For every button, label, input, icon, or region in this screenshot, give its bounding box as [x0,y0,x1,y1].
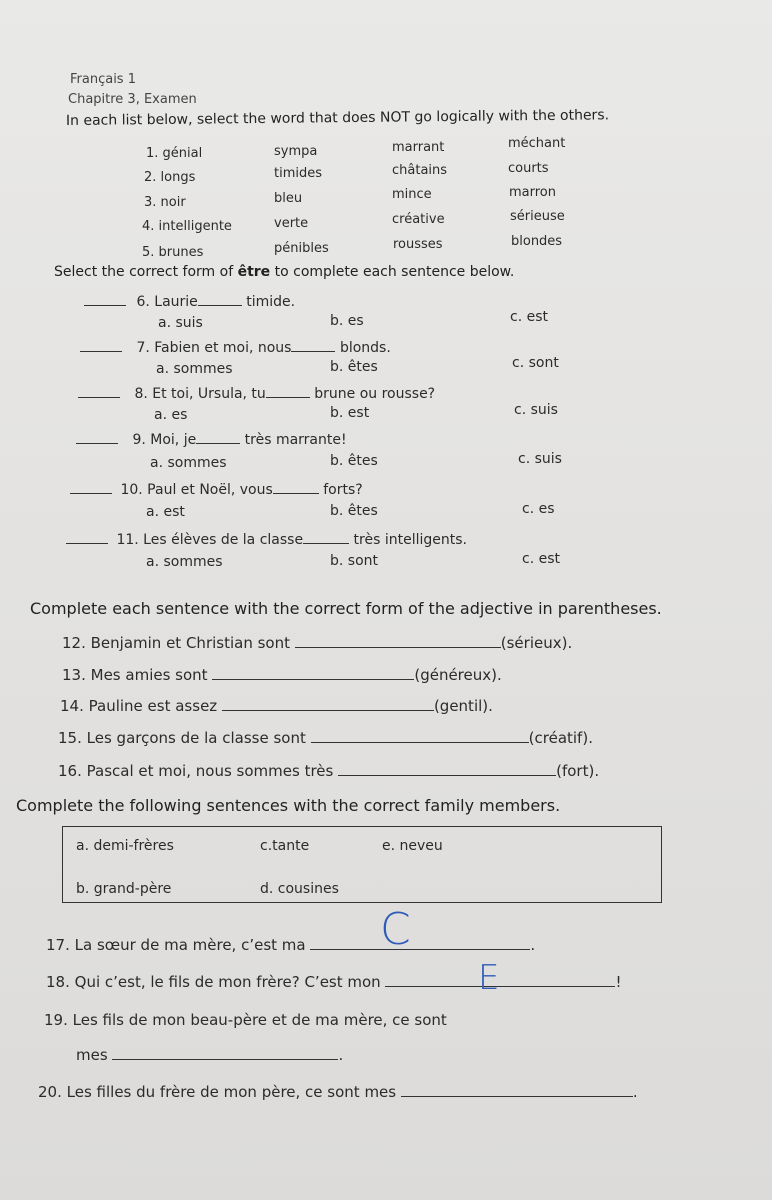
section2-instruction-post: to complete each sentence below. [270,264,515,280]
word-bank-c: c.tante [260,838,310,854]
answer-blank-20[interactable] [401,1096,633,1097]
question-7-number: 7. [136,340,150,356]
question-17-end: . [530,936,536,954]
question-19-line2 [76,1046,343,1064]
question-9 [76,432,347,448]
section2-instruction [54,264,514,280]
question-17-number: 17. [46,936,70,954]
question-10-text: Paul et Noël, vous [147,482,273,498]
section2-instruction-pre: Select the correct form of [54,264,238,280]
answer-blank-12[interactable] [295,647,501,648]
fill-blank-11[interactable] [303,543,349,544]
q11-choice-a[interactable]: a. sommes [146,554,223,570]
answer-blank-19[interactable] [112,1059,338,1060]
row3-d[interactable]: marron [509,185,556,200]
q6-choice-a[interactable]: a. suis [158,315,203,331]
row2-word-a: longs [160,170,196,185]
word-bank-b: b. grand-père [76,881,172,897]
row5-c[interactable]: rousses [393,237,443,252]
question-17 [46,936,535,954]
word-bank-d: d. cousines [260,881,339,897]
answer-blank-14[interactable] [222,710,434,711]
row4-d[interactable]: sérieuse [510,209,565,224]
question-18-text: Qui c’est, le fils de mon frère? C’est mon [74,973,381,991]
chapter-title: Chapitre 3, Examen [68,92,197,107]
row4-a[interactable] [142,219,232,234]
q8-choice-c[interactable]: c. suis [514,402,558,418]
q11-choice-b[interactable]: b. sont [330,553,379,569]
question-6 [84,294,295,310]
question-15-adjective: (créatif). [528,729,593,747]
question-7 [80,340,391,356]
question-6-number: 6. [136,294,150,310]
question-20-text: Les filles du frère de mon père, ce sont mes [66,1083,397,1101]
course-title: Français 1 [70,72,136,87]
question-16-text: Pascal et moi, nous sommes très [86,762,334,780]
answer-blank-18[interactable] [385,986,615,987]
word-bank-a: a. demi-frères [76,838,174,854]
section2-instruction-bold: être [237,264,271,280]
row5-b[interactable]: pénibles [274,241,329,256]
q9-choice-b[interactable]: b. êtes [330,453,378,469]
row4-c[interactable]: créative [392,212,445,227]
answer-blank-11[interactable] [66,543,108,544]
answer-blank-17[interactable] [310,949,530,950]
q10-choice-c[interactable]: c. es [522,501,555,517]
q11-choice-c[interactable]: c. est [522,551,560,567]
question-10-text-end: forts? [323,482,363,498]
q9-choice-c[interactable]: c. suis [518,451,562,467]
fill-blank-7[interactable] [291,351,335,352]
question-13-adjective: (généreux). [414,666,502,684]
question-20-number: 20. [38,1083,62,1101]
q8-choice-b[interactable]: b. est [330,405,370,421]
question-11-number: 11. [116,532,139,548]
question-19-end: . [338,1046,344,1064]
question-19-text-line2: mes [76,1046,108,1064]
q7-choice-a[interactable]: a. sommes [156,361,233,377]
row1-d[interactable]: méchant [508,136,566,151]
question-16 [58,762,599,780]
row1-a[interactable] [146,146,202,161]
question-12-number: 12. [62,634,86,652]
q7-choice-c[interactable]: c. sont [512,355,559,371]
row4-b[interactable]: verte [274,216,309,231]
question-11-text: Les élèves de la classe [143,532,304,548]
row5-word-a: brunes [158,245,204,260]
row3-number: 3. [144,195,157,210]
answer-blank-13[interactable] [212,679,414,680]
row1-b[interactable]: sympa [274,144,318,159]
question-12-adjective: (sérieux). [500,634,573,652]
row5-a[interactable] [142,245,203,260]
row5-number: 5. [142,245,155,260]
answer-blank-6[interactable] [84,305,126,306]
answer-blank-16[interactable] [338,775,556,776]
question-14-text: Pauline est assez [88,697,218,715]
question-12-text: Benjamin et Christian sont [90,634,290,652]
answer-blank-7[interactable] [80,351,122,352]
q6-choice-b[interactable]: b. es [330,313,364,329]
question-20 [38,1083,638,1101]
section4-instruction: Complete the following sentences with the correct family members. [16,796,561,815]
question-7-text-end: blonds. [339,340,391,356]
question-13-text: Mes amies sont [90,666,208,684]
question-8-text-end: brune ou rousse? [314,386,436,402]
row1-number: 1. [146,146,159,161]
question-12 [62,634,572,652]
question-14-number: 14. [60,697,84,715]
question-8-text: Et toi, Ursula, tu [152,386,266,402]
question-17-text: La sœur de ma mère, c’est ma [74,936,306,954]
q8-choice-a[interactable]: a. es [154,407,188,423]
section1-instruction: In each list below, select the word that does NOT go logically with the others. [65,107,610,129]
fill-blank-9[interactable] [196,443,240,444]
question-8-number: 8. [134,386,148,402]
fill-blank-10[interactable] [273,493,319,494]
row2-b[interactable]: timides [274,166,323,181]
question-6-text: Laurie [154,294,198,310]
question-11-text-end: très intelligents. [353,532,467,548]
handwritten-answer-17: C [380,904,411,955]
question-13-number: 13. [62,666,86,684]
question-9-number: 9. [132,432,146,448]
question-14 [60,697,493,715]
question-16-number: 16. [58,762,82,780]
row5-d[interactable]: blondes [511,234,563,249]
question-8 [78,386,435,402]
section3-instruction: Complete each sentence with the correct form of the adjective in parentheses. [30,599,662,618]
row2-a[interactable] [144,170,195,185]
q7-choice-b[interactable]: b. êtes [330,359,378,375]
question-6-text-end: timide. [246,294,296,310]
word-bank-e: e. neveu [382,838,443,854]
row2-d[interactable]: courts [508,161,549,176]
question-15 [58,729,593,747]
answer-blank-15[interactable] [311,742,529,743]
q9-choice-a[interactable]: a. sommes [150,455,227,471]
fill-blank-6[interactable] [198,305,242,306]
question-14-adjective: (gentil). [433,697,493,715]
row4-number: 4. [142,219,155,234]
question-19 [44,1011,447,1029]
handwritten-answer-18: E [478,958,500,998]
question-19-text: Les fils de mon beau-père et de ma mère, ce sont [72,1011,447,1029]
row1-c[interactable]: marrant [392,140,445,155]
question-19-number: 19. [44,1011,68,1029]
row3-b[interactable]: bleu [274,191,303,206]
question-7-text: Fabien et moi, nous [154,340,292,356]
question-15-number: 15. [58,729,82,747]
question-9-text: Moi, je [150,432,197,448]
question-10-number: 10. [120,482,143,498]
row2-number: 2. [144,170,157,185]
question-18 [46,973,621,991]
question-11 [66,532,467,548]
q10-choice-b[interactable]: b. êtes [330,503,378,519]
row1-word-a: génial [162,146,203,161]
row3-a[interactable] [144,195,186,210]
question-13 [62,666,502,684]
answer-blank-8[interactable] [78,397,120,398]
question-10 [70,482,363,498]
question-20-end: . [632,1083,638,1101]
question-18-number: 18. [46,973,70,991]
q6-choice-c[interactable]: c. est [510,309,548,325]
question-18-end: ! [615,973,622,991]
question-15-text: Les garçons de la classe sont [86,729,306,747]
row4-word-a: intelligente [158,219,232,234]
row2-c[interactable]: châtains [392,163,448,178]
answer-blank-10[interactable] [70,493,112,494]
answer-blank-9[interactable] [76,443,118,444]
question-9-text-end: très marrante! [244,432,347,448]
q10-choice-a[interactable]: a. est [146,504,185,520]
fill-blank-8[interactable] [266,397,310,398]
question-16-adjective: (fort). [556,762,600,780]
row3-word-a: noir [160,195,186,210]
row3-c[interactable]: mince [392,187,432,202]
